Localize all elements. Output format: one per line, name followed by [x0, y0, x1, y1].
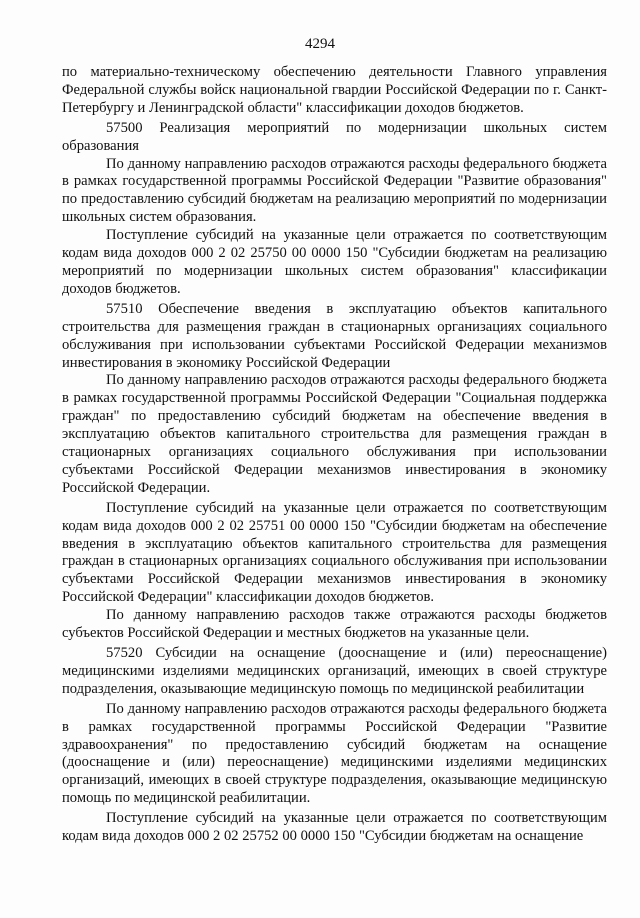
- page-number: 4294: [305, 36, 335, 52]
- paragraph-57510-expenses: По данному направлению расходов отражаются расходы федерального бюджета в рамках государственной программы Российской Федерации "Социальная поддержка граждан" по предоставлению субсидий бюджетам на обеспечение введения в эксплуатацию объектов капитального строительства для размещения граждан в стационарных организациях социального обслуживания при использовании субъектами Российской Федерации механизмов инвестирования в экономику Российской Федерации.: [62, 372, 607, 496]
- paragraph-heading-57510: 57510 Обеспечение введения в эксплуатацию объектов капитального строительства для размещения граждан в стационарных организациях социального обслуживания при использовании субъектами Российской Федерации механизмов инвестирования в экономику Российской Федерации: [62, 300, 607, 371]
- paragraph-57520-revenues: Поступление субсидий на указанные цели отражается по соответствующим кодам вида доходов 000 2 02 25752 00 0000 150 "Субсидии бюджетам на оснащение: [62, 810, 607, 845]
- paragraph-57520-expenses: По данному направлению расходов отражаются расходы федерального бюджета в рамках государственной программы Российской Федерации "Развитие здравоохранения" по предоставлению субсидий бюджетам на оснащение (дооснащение и (или) переоснащение) медицинскими изделиями медицинских организаций, имеющих в своей структуре подразделения, оказывающие медицинскую помощь по медицинской реабилитации.: [62, 700, 607, 807]
- document-body: [62, 64, 607, 846]
- paragraph-57500-expenses: По данному направлению расходов отражаются расходы федерального бюджета в рамках государственной программы Российской Федерации "Развитие образования" по предоставлению субсидий бюджетам на реализацию мероприятий по модернизации школьных систем образования.: [62, 155, 607, 226]
- paragraph-heading-57520: 57520 Субсидии на оснащение (дооснащение и (или) переоснащение) медицинскими изделиями медицинских организаций, имеющих в своей структуре подразделения, оказывающие медицинскую помощь по медицинской реабилитации: [62, 645, 607, 697]
- paragraph-continuation: по материально-техническому обеспечению деятельности Главного управления Федеральной службы войск национальной гвардии Российской Федерации по г. Санкт-Петербургу и Ленинградской области" классификации доходов бюджетов.: [62, 64, 607, 116]
- paragraph-57510-regional: По данному направлению расходов также отражаются расходы бюджетов субъектов Российской Федерации и местных бюджетов на указанные цели.: [62, 607, 607, 642]
- paragraph-heading-57500: 57500 Реализация мероприятий по модернизации школьных систем образования: [62, 119, 607, 154]
- paragraph-57510-revenues: Поступление субсидий на указанные цели отражается по соответствующим кодам вида доходов 000 2 02 25751 00 0000 150 "Субсидии бюджетам на обеспечение введения в эксплуатацию объектов капитального строительства для размещения граждан в стационарных организациях социального обслуживания при использовании субъектами Российской Федерации механизмов инвестирования в экономику Российской Федерации" классификации доходов бюджетов.: [62, 499, 607, 606]
- paragraph-57500-revenues: Поступление субсидий на указанные цели отражается по соответствующим кодам вида доходов 000 2 02 25750 00 0000 150 "Субсидии бюджетам на реализацию мероприятий по модернизации школьных систем образования" классификации доходов бюджетов.: [62, 227, 607, 297]
